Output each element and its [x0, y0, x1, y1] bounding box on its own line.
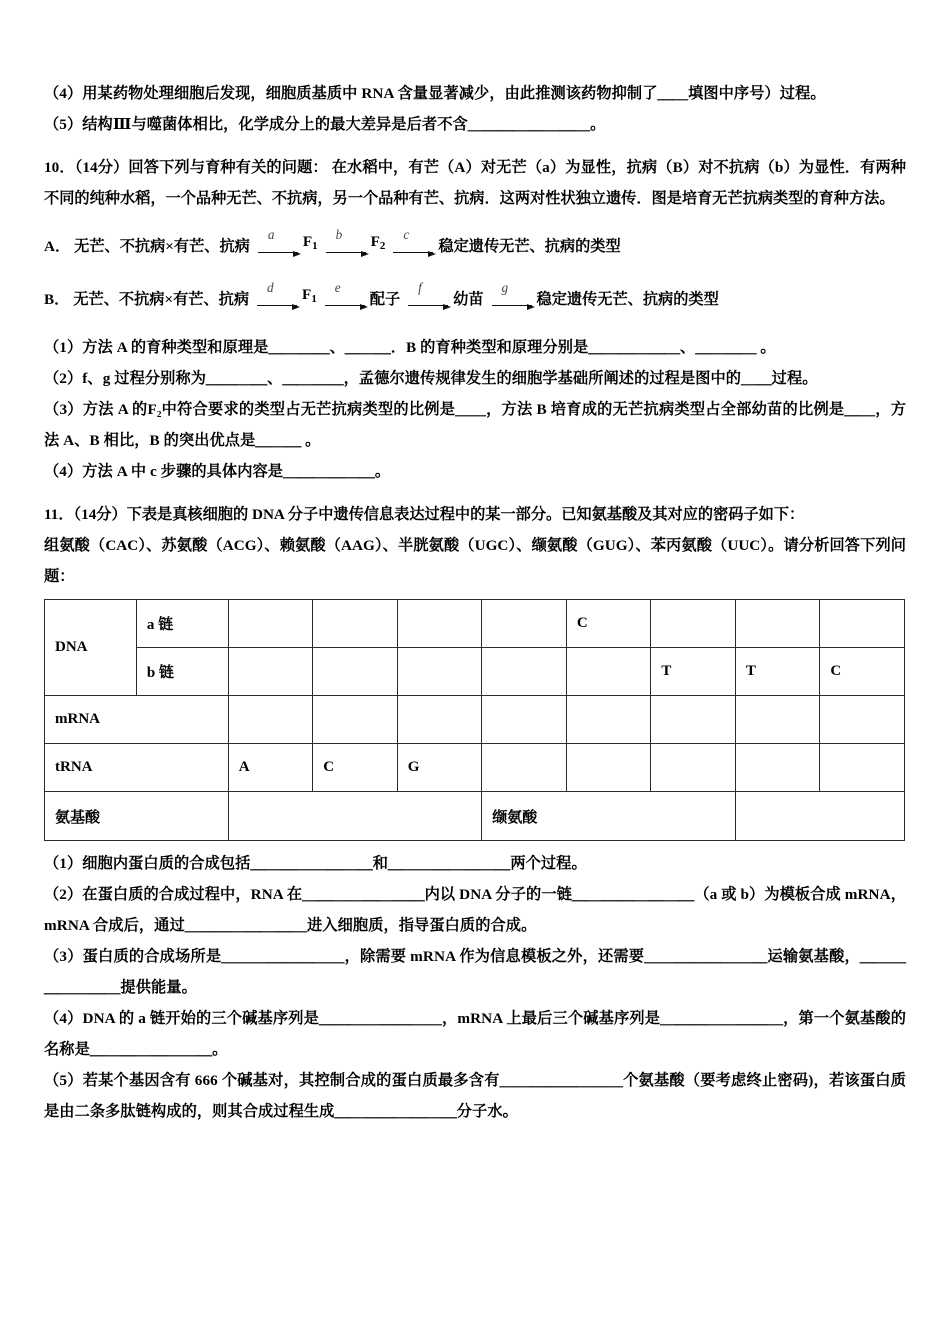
mrna-base-5 — [566, 696, 651, 744]
q10-item-1: （1）方法 A 的育种类型和原理是＿＿＿＿、＿＿＿．B 的育种类型和原理分别是＿＿＿＿＿＿、＿＿＿＿ 。 — [44, 339, 776, 357]
q10-scheme-a — [44, 226, 906, 262]
chain-a-base-5: C — [566, 600, 651, 648]
amino-acid-cell-1 — [228, 792, 482, 841]
amino-acid-cell-3 — [735, 792, 904, 841]
q9-item-4: （4）用某药物处理细胞后发现，细胞质基质中 RNA 含量显著减少，由此推测该药物抑制了＿＿填图中序号）过程。 — [44, 85, 826, 102]
chain-b-base-1 — [228, 648, 313, 696]
spacer — [44, 214, 906, 226]
trna-base-4 — [482, 744, 567, 792]
arrow-e-label: e — [334, 280, 341, 296]
q10-item-3: （3）方法 A 的F₂中符合要求的类型占无芒抗病类型的比例是＿＿，方法 B 培育成的无芒抗病类型占全部幼苗的比例是＿＿，方法 A、B 相比，B 的突出优点是＿＿＿ 。 — [44, 401, 906, 450]
q11-item-3: （3）蛋白质的合成场所是＿＿＿＿＿＿＿＿，除需要 mRNA 作为信息模板之外，还需要＿＿＿＿＿＿＿＿运输氨基酸，＿＿＿＿＿＿＿＿提供能量。 — [44, 948, 906, 997]
q11-item-4: （4）DNA 的 a 链开始的三个碱基序列是＿＿＿＿＿＿＿＿，mRNA 上最后三个碱基序列是＿＿＿＿＿＿＿＿，第一个氨基酸的名称是＿＿＿＿＿＿＿＿。 — [44, 1010, 906, 1059]
arrow-d-label: d — [267, 280, 274, 296]
chain-a-base-7 — [735, 600, 820, 648]
chain-b-label-cell: b 链 — [136, 648, 228, 696]
chain-b-base-7: T — [735, 648, 820, 696]
scheme-b-node-2: 配子 — [369, 291, 401, 309]
scheme-a-label: A． — [44, 238, 71, 256]
chain-b-base-5 — [566, 648, 651, 696]
mrna-label-cell: mRNA — [45, 696, 229, 744]
arrow-f-label: f — [418, 280, 422, 296]
mrna-base-3 — [397, 696, 482, 744]
scheme-b-node-1 — [302, 279, 317, 315]
arrow-e-icon — [323, 280, 369, 315]
trna-base-6 — [651, 744, 736, 792]
table-row-trna — [45, 744, 905, 792]
table-row-amino-acid — [45, 792, 905, 841]
scheme-a-node-1 — [303, 226, 318, 262]
trna-base-1: A — [228, 744, 313, 792]
spacer — [44, 140, 906, 152]
node-sub: 2 — [379, 240, 386, 253]
arrow-a-icon — [256, 227, 302, 262]
trna-base-2: C — [313, 744, 398, 792]
dna-label-cell: DNA — [45, 600, 137, 696]
chain-a-base-2 — [313, 600, 398, 648]
q11-stem-line1: 11．（14分）下表是真核细胞的 DNA 分子中遗传信息表达过程中的某一部分。已知氨基酸及其对应的密码子如下： — [44, 506, 805, 524]
scheme-b-node-4: 稳定遗传无芒、抗病的类型 — [536, 291, 719, 309]
chain-b-base-6: T — [651, 648, 736, 696]
table-row-chain-b — [45, 648, 905, 696]
node-sub: 1 — [312, 240, 318, 253]
chain-a-base-8 — [820, 600, 905, 648]
chain-b-base-3 — [397, 648, 482, 696]
mrna-base-6 — [651, 696, 736, 744]
scheme-a-start: 无芒、不抗病×有芒、抗病 — [74, 238, 250, 256]
amino-acid-cell-2: 缬氨酸 — [482, 792, 736, 841]
table-row-mrna — [45, 696, 905, 744]
chain-a-label-cell: a 链 — [136, 600, 228, 648]
scheme-b-node-3: 幼苗 — [453, 291, 484, 309]
scheme-a-node-3: 稳定遗传无芒、抗病的类型 — [438, 238, 621, 256]
arrow-a-label: a — [267, 227, 275, 243]
scheme-b-label: B． — [44, 291, 70, 309]
spacer — [44, 592, 906, 599]
q9-item-5: （5）结构Ⅲ与噬菌体相比，化学成分上的最大差异是后者不含＿＿＿＿＿＿＿＿。 — [44, 116, 606, 133]
chain-a-base-1 — [228, 600, 313, 648]
chain-a-base-3 — [397, 600, 482, 648]
arrow-c-icon — [391, 227, 437, 262]
arrow-g-label: g — [501, 280, 509, 296]
arrow-d-icon — [255, 280, 301, 315]
trna-label-cell: tRNA — [45, 744, 229, 792]
page-content — [44, 78, 906, 1127]
q11-stem-line2: 组氨酸（CAC）、苏氨酸（ACG）、赖氨酸（AAG）、半胱氨酸（UGC）、缬氨酸（GUG）、苯丙氨酸（UUC）。请分析回答下列问题： — [44, 537, 906, 586]
arrow-g-icon — [490, 280, 536, 315]
q10-scheme-b — [44, 279, 906, 315]
arrow-f-icon — [406, 280, 452, 315]
arrow-b-icon — [324, 227, 370, 262]
trna-base-3: G — [397, 744, 482, 792]
node-sub: 1 — [311, 293, 317, 306]
trna-base-8 — [820, 744, 905, 792]
trna-base-7 — [735, 744, 820, 792]
genetic-info-table — [44, 599, 905, 841]
q10-stem: 10．（14分）回答下列与育种有关的问题： 在水稻中，有芒（A）对无芒（a）为显性，抗病（B）对不抗病（b）为显性．有两种不同的纯种水稻，一个品种无芒、不抗病，另一个品种有芒、抗病．这两对性状独立遗传．图是培育无芒抗病类型的育种方法。 — [44, 159, 906, 207]
mrna-base-7 — [735, 696, 820, 744]
spacer — [44, 841, 906, 848]
chain-b-base-8: C — [820, 648, 905, 696]
node-text: F — [302, 286, 312, 304]
mrna-base-4 — [482, 696, 567, 744]
q11-item-5: （5）若某个基因含有 666 个碱基对，其控制合成的蛋白质最多含有＿＿＿＿＿＿＿＿个氨基酸（要考虑终止密码)，若该蛋白质是由二条多肽链构成的，则其合成过程生成＿＿＿＿＿＿＿＿分子水。 — [44, 1072, 906, 1121]
q10-item-2: （2）f、g 过程分别称为＿＿＿＿、＿＿＿＿，孟德尔遗传规律发生的细胞学基础所阐述的过程是图中的＿＿过程。 — [44, 370, 818, 388]
spacer — [44, 315, 906, 332]
mrna-base-2 — [313, 696, 398, 744]
amino-acid-label-cell: 氨基酸 — [45, 792, 229, 841]
arrow-b-label: b — [335, 227, 343, 243]
chain-a-base-4 — [482, 600, 567, 648]
q11-item-1: （1）细胞内蛋白质的合成包括＿＿＿＿＿＿＿＿和＿＿＿＿＿＿＿＿两个过程。 — [44, 855, 587, 873]
node-text: F — [370, 233, 380, 250]
spacer — [44, 487, 906, 499]
node-text: F — [302, 233, 313, 250]
scheme-a-node-2 — [371, 226, 386, 262]
arrow-c-label: c — [403, 227, 410, 243]
q11-item-2: （2）在蛋白质的合成过程中，RNA 在＿＿＿＿＿＿＿＿内以 DNA 分子的一链＿＿＿＿＿＿＿＿（a 或 b）为模板合成 mRNA，mRNA 合成后，通过＿＿＿＿＿＿＿＿进入细胞质，指导蛋白质的合成。 — [44, 886, 906, 935]
scheme-b-start: 无芒、不抗病×有芒、抗病 — [73, 291, 250, 309]
chain-b-base-2 — [313, 648, 398, 696]
table-row-chain-a — [45, 600, 905, 648]
chain-a-base-6 — [651, 600, 736, 648]
mrna-base-8 — [820, 696, 905, 744]
mrna-base-1 — [228, 696, 313, 744]
spacer — [44, 262, 906, 279]
trna-base-5 — [566, 744, 651, 792]
q10-item-4: （4）方法 A 中 c 步骤的具体内容是＿＿＿＿＿＿。 — [44, 463, 391, 481]
chain-b-base-4 — [482, 648, 567, 696]
